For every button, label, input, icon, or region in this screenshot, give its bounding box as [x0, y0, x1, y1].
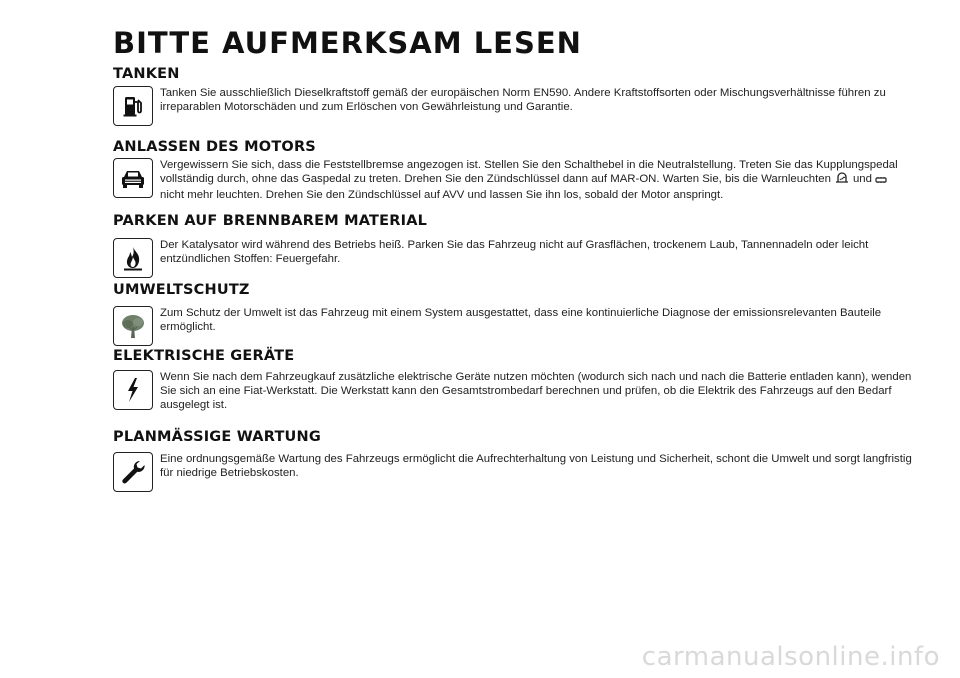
lightning-icon [113, 370, 153, 410]
page-title: BITTE AUFMERKSAM LESEN [113, 26, 582, 60]
engine-warning-icon [875, 174, 887, 188]
section-parken-auf-brennbarem-material [113, 213, 913, 282]
section-text-part: nicht mehr leuchten. Drehen Sie den Zündschlüssel auf AVV und lassen Sie ihn los, sobald der Motor anspringt. [160, 189, 724, 202]
section-umweltschutz [113, 282, 913, 350]
section-tanken [113, 66, 913, 130]
section-text-part: Vergewissern Sie sich, dass die Feststellbremse angezogen ist. Stellen Sie den Schalthebel in die Neutralstellung. Treten Sie das Kupplungspedal vollständig durch, ohne das Gaspedal zu treten. Drehen Sie den Zündschlüssel dann auf MAR-ON. Warten Sie, bis die Warnleuchten [160, 159, 898, 186]
section-heading: TANKEN [113, 66, 180, 82]
glow-plug-warning-icon [834, 172, 850, 188]
section-planmaessige-wartung [113, 429, 913, 496]
section-text: Eine ordnungsgemäße Wartung des Fahrzeugs ermöglicht die Aufrechterhaltung von Leistung und Sicherheit, schont die Umwelt und sorgt langfristig für niedrige Betriebskosten. [160, 453, 912, 480]
section-elektrische-geraete [113, 348, 913, 414]
section-text [160, 158, 913, 203]
section-text: Der Katalysator wird während des Betriebs heiß. Parken Sie das Fahrzeug nicht auf Grasflächen, trockenem Laub, Tannennadeln oder leicht entzündlichen Stoffen: Feuergefahr. [160, 239, 869, 266]
section-text: Tanken Sie ausschließlich Dieselkraftstoff gemäß der europäischen Norm EN590. Andere Kraftstoffsorten oder Mischungsverhältnisse führen zu irreparablen Motorschäden und zum Erlöschen von Gewährleistung und Garantie. [160, 87, 886, 114]
section-text-part: und [852, 173, 872, 186]
watermark: carmanualsonline.info [641, 642, 940, 672]
fuel-pump-icon [113, 86, 153, 126]
section-heading: PARKEN AUF BRENNBAREM MATERIAL [113, 213, 428, 229]
tree-icon [113, 306, 153, 346]
section-heading: ANLASSEN DES MOTORS [113, 139, 316, 155]
section-anlassen-des-motors [113, 139, 913, 203]
section-text: Wenn Sie nach dem Fahrzeugkauf zusätzliche elektrische Geräte nutzen möchten (wodurch sich nach und nach die Batterie entladen kann), wenden Sie sich an eine Fiat-Werkstatt. Die Werkstatt kann den Gesamtstrombedarf berechnen und prüfen, ob die Elektrik des Fahrzeugs auf den Bedarf ausgelegt ist. [160, 371, 912, 412]
car-icon [113, 158, 153, 198]
section-heading: UMWELTSCHUTZ [113, 282, 250, 298]
section-text: Zum Schutz der Umwelt ist das Fahrzeug mit einem System ausgestattet, dass eine kontinuierliche Diagnose der emissionsrelevanten Bauteile ermöglicht. [160, 307, 882, 334]
section-heading: PLANMÄSSIGE WARTUNG [113, 429, 321, 445]
section-heading: ELEKTRISCHE GERÄTE [113, 348, 295, 364]
wrench-icon [113, 452, 153, 492]
flame-icon [113, 238, 153, 278]
